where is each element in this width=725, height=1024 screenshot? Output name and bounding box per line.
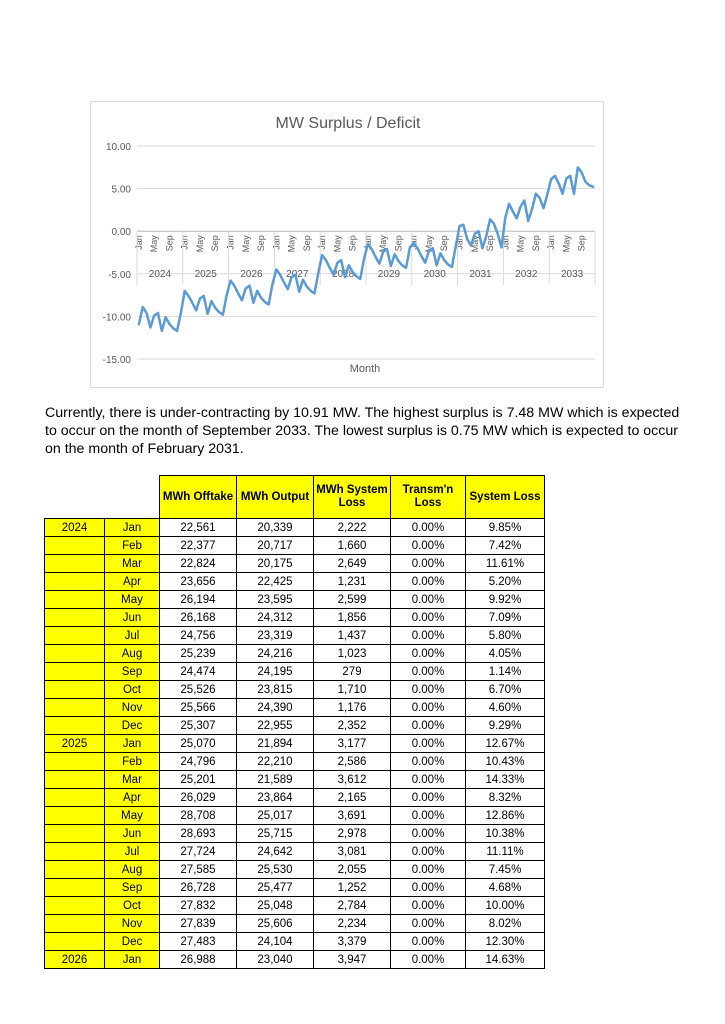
x-axis-title: Month bbox=[349, 363, 381, 375]
mwh-offtake-cell: 26,168 bbox=[160, 609, 237, 627]
x-month-tick-label: Jan bbox=[546, 235, 557, 250]
mwh-offtake-cell: 27,832 bbox=[160, 897, 237, 915]
system-loss-cell: 14.33% bbox=[466, 771, 545, 789]
mwh-offtake-cell: 25,566 bbox=[160, 699, 237, 717]
x-month-tick-label: Sep bbox=[210, 235, 221, 252]
mwh-system-loss-cell: 3,379 bbox=[314, 933, 391, 951]
mwh-output-cell: 22,425 bbox=[237, 573, 314, 591]
year-cell bbox=[45, 915, 105, 933]
transmission-loss-cell: 0.00% bbox=[391, 951, 466, 969]
x-month-tick-label: Jan bbox=[133, 235, 144, 250]
x-month-tick-label: Jan bbox=[408, 235, 419, 250]
year-cell bbox=[45, 681, 105, 699]
system-loss-cell: 14.63% bbox=[466, 951, 545, 969]
year-cell bbox=[45, 627, 105, 645]
year-cell bbox=[45, 573, 105, 591]
mwh-system-loss-cell: 1,252 bbox=[314, 879, 391, 897]
year-cell bbox=[45, 537, 105, 555]
table-row bbox=[45, 825, 545, 843]
mwh-system-loss-cell: 3,177 bbox=[314, 735, 391, 753]
x-month-tick-label: May bbox=[286, 235, 297, 253]
mwh-system-loss-cell: 1,176 bbox=[314, 699, 391, 717]
table-row bbox=[45, 843, 545, 861]
transmission-loss-cell: 0.00% bbox=[391, 933, 466, 951]
x-year-label: 2024 bbox=[148, 269, 172, 281]
x-year-label: 2033 bbox=[560, 269, 584, 281]
transmission-loss-cell: 0.00% bbox=[391, 789, 466, 807]
table-row bbox=[45, 807, 545, 825]
mwh-system-loss-cell: 2,234 bbox=[314, 915, 391, 933]
mwh-output-cell: 22,955 bbox=[237, 717, 314, 735]
month-cell: Apr bbox=[105, 573, 160, 591]
x-month-tick-label: May bbox=[515, 235, 526, 253]
x-year-label: 2025 bbox=[194, 269, 217, 281]
table-row bbox=[45, 555, 545, 573]
month-cell: Nov bbox=[105, 699, 160, 717]
month-cell: Mar bbox=[105, 771, 160, 789]
mwh-system-loss-cell: 2,165 bbox=[314, 789, 391, 807]
mwh-output-cell: 25,017 bbox=[237, 807, 314, 825]
y-tick-label: 0.00 bbox=[111, 227, 131, 239]
transmission-loss-cell: 0.00% bbox=[391, 699, 466, 717]
mwh-output-cell: 23,864 bbox=[237, 789, 314, 807]
mwh-output-cell: 23,595 bbox=[237, 591, 314, 609]
table-row bbox=[45, 879, 545, 897]
year-cell: 2026 bbox=[45, 951, 105, 969]
mwh-output-cell: 24,104 bbox=[237, 933, 314, 951]
month-cell: Oct bbox=[105, 897, 160, 915]
mwh-system-loss-cell: 2,978 bbox=[314, 825, 391, 843]
table-row bbox=[45, 681, 545, 699]
chart-title: MW Surplus / Deficit bbox=[275, 115, 421, 132]
mwh-output-cell: 24,390 bbox=[237, 699, 314, 717]
y-tick-label: 5.00 bbox=[111, 184, 131, 196]
system-loss-cell: 11.11% bbox=[466, 843, 545, 861]
mwh-system-loss-cell: 2,784 bbox=[314, 897, 391, 915]
mwh-output-cell: 23,815 bbox=[237, 681, 314, 699]
x-month-tick-label: Jan bbox=[225, 235, 236, 250]
mwh-output-cell: 24,216 bbox=[237, 645, 314, 663]
year-cell bbox=[45, 807, 105, 825]
mwh-output-cell: 20,717 bbox=[237, 537, 314, 555]
transmission-loss-cell: 0.00% bbox=[391, 861, 466, 879]
header-mwh-offtake: MWh Offtake bbox=[160, 476, 237, 519]
year-cell bbox=[45, 609, 105, 627]
mwh-offtake-cell: 27,839 bbox=[160, 915, 237, 933]
mwh-output-cell: 25,048 bbox=[237, 897, 314, 915]
mwh-output-cell: 21,894 bbox=[237, 735, 314, 753]
x-month-tick-label: Jan bbox=[362, 235, 373, 250]
system-loss-cell: 4.60% bbox=[466, 699, 545, 717]
mwh-output-cell: 25,715 bbox=[237, 825, 314, 843]
mwh-output-cell: 21,589 bbox=[237, 771, 314, 789]
year-cell bbox=[45, 645, 105, 663]
mwh-offtake-cell: 22,824 bbox=[160, 555, 237, 573]
system-loss-cell: 1.14% bbox=[466, 663, 545, 681]
chart-container bbox=[90, 101, 604, 388]
x-year-label: 2030 bbox=[423, 269, 446, 281]
transmission-loss-cell: 0.00% bbox=[391, 519, 466, 537]
x-month-tick-label: May bbox=[469, 235, 480, 253]
mwh-output-cell: 23,319 bbox=[237, 627, 314, 645]
month-cell: Feb bbox=[105, 753, 160, 771]
table-row bbox=[45, 933, 545, 951]
month-cell: May bbox=[105, 591, 160, 609]
mwh-system-loss-cell: 3,947 bbox=[314, 951, 391, 969]
table-row bbox=[45, 771, 545, 789]
month-cell: Oct bbox=[105, 681, 160, 699]
system-loss-cell: 12.86% bbox=[466, 807, 545, 825]
x-month-tick-label: May bbox=[378, 235, 389, 253]
year-cell bbox=[45, 591, 105, 609]
mwh-offtake-cell: 27,483 bbox=[160, 933, 237, 951]
table-row bbox=[45, 627, 545, 645]
header-transmission-loss: Transm'n Loss bbox=[391, 476, 466, 519]
month-cell: Dec bbox=[105, 717, 160, 735]
year-cell bbox=[45, 717, 105, 735]
y-tick-label: -15.00 bbox=[102, 355, 131, 366]
year-cell bbox=[45, 771, 105, 789]
system-loss-cell: 7.42% bbox=[466, 537, 545, 555]
system-loss-cell: 7.09% bbox=[466, 609, 545, 627]
system-loss-cell: 12.67% bbox=[466, 735, 545, 753]
x-month-tick-label: Sep bbox=[301, 235, 312, 252]
table-row bbox=[45, 951, 545, 969]
mwh-offtake-cell: 26,728 bbox=[160, 879, 237, 897]
mwh-output-cell: 25,606 bbox=[237, 915, 314, 933]
mwh-system-loss-cell: 1,856 bbox=[314, 609, 391, 627]
mwh-offtake-cell: 25,070 bbox=[160, 735, 237, 753]
mwh-offtake-cell: 26,194 bbox=[160, 591, 237, 609]
mwh-output-cell: 25,477 bbox=[237, 879, 314, 897]
mwh-system-loss-cell: 2,055 bbox=[314, 861, 391, 879]
surplus-deficit-chart bbox=[91, 102, 605, 389]
mwh-system-loss-cell: 1,231 bbox=[314, 573, 391, 591]
month-cell: Jan bbox=[105, 951, 160, 969]
transmission-loss-cell: 0.00% bbox=[391, 627, 466, 645]
year-cell: 2025 bbox=[45, 735, 105, 753]
x-month-tick-label: May bbox=[332, 235, 343, 253]
table-row bbox=[45, 717, 545, 735]
transmission-loss-cell: 0.00% bbox=[391, 879, 466, 897]
mwh-system-loss-cell: 1,437 bbox=[314, 627, 391, 645]
mwh-offtake-cell: 25,526 bbox=[160, 681, 237, 699]
mwh-offtake-cell: 23,656 bbox=[160, 573, 237, 591]
transmission-loss-cell: 0.00% bbox=[391, 843, 466, 861]
year-cell: 2024 bbox=[45, 519, 105, 537]
header-mwh-system-loss: MWh System Loss bbox=[314, 476, 391, 519]
mwh-system-loss-cell: 2,649 bbox=[314, 555, 391, 573]
table-row bbox=[45, 735, 545, 753]
month-cell: Jan bbox=[105, 735, 160, 753]
system-loss-cell: 7.45% bbox=[466, 861, 545, 879]
month-cell: Jun bbox=[105, 825, 160, 843]
transmission-loss-cell: 0.00% bbox=[391, 717, 466, 735]
transmission-loss-cell: 0.00% bbox=[391, 663, 466, 681]
header-blank-month bbox=[105, 476, 160, 519]
table-row bbox=[45, 519, 545, 537]
table-row bbox=[45, 915, 545, 933]
x-month-tick-label: May bbox=[423, 235, 434, 253]
mwh-offtake-cell: 27,724 bbox=[160, 843, 237, 861]
table-row bbox=[45, 897, 545, 915]
year-cell bbox=[45, 753, 105, 771]
x-month-tick-label: Jan bbox=[179, 235, 190, 250]
mwh-offtake-cell: 22,561 bbox=[160, 519, 237, 537]
mwh-offtake-cell: 28,693 bbox=[160, 825, 237, 843]
month-cell: Jul bbox=[105, 627, 160, 645]
mwh-offtake-cell: 27,585 bbox=[160, 861, 237, 879]
x-year-label: 2027 bbox=[286, 269, 309, 281]
transmission-loss-cell: 0.00% bbox=[391, 807, 466, 825]
x-month-tick-label: May bbox=[240, 235, 251, 253]
year-cell bbox=[45, 663, 105, 681]
transmission-loss-cell: 0.00% bbox=[391, 537, 466, 555]
year-cell bbox=[45, 843, 105, 861]
year-cell bbox=[45, 789, 105, 807]
x-month-tick-label: Sep bbox=[164, 235, 175, 252]
mwh-output-cell: 23,040 bbox=[237, 951, 314, 969]
system-loss-cell: 4.05% bbox=[466, 645, 545, 663]
mwh-offtake-cell: 26,988 bbox=[160, 951, 237, 969]
transmission-loss-cell: 0.00% bbox=[391, 609, 466, 627]
table-row bbox=[45, 573, 545, 591]
transmission-loss-cell: 0.00% bbox=[391, 897, 466, 915]
month-cell: Jun bbox=[105, 609, 160, 627]
x-month-tick-label: Jan bbox=[454, 235, 465, 250]
year-cell bbox=[45, 897, 105, 915]
mwh-system-loss-cell: 2,352 bbox=[314, 717, 391, 735]
transmission-loss-cell: 0.00% bbox=[391, 681, 466, 699]
table-row bbox=[45, 609, 545, 627]
header-blank-year bbox=[45, 476, 105, 519]
mwh-system-loss-cell: 1,660 bbox=[314, 537, 391, 555]
mwh-output-cell: 24,642 bbox=[237, 843, 314, 861]
mwh-system-loss-cell: 2,599 bbox=[314, 591, 391, 609]
system-loss-cell: 10.43% bbox=[466, 753, 545, 771]
month-cell: May bbox=[105, 807, 160, 825]
transmission-loss-cell: 0.00% bbox=[391, 735, 466, 753]
x-month-tick-label: Jan bbox=[317, 235, 328, 250]
transmission-loss-cell: 0.00% bbox=[391, 915, 466, 933]
table-row bbox=[45, 591, 545, 609]
mwh-system-loss-cell: 1,710 bbox=[314, 681, 391, 699]
x-month-tick-label: Sep bbox=[439, 235, 450, 252]
mwh-offtake-cell: 25,307 bbox=[160, 717, 237, 735]
header-mwh-output: MWh Output bbox=[237, 476, 314, 519]
table-row bbox=[45, 753, 545, 771]
mwh-system-loss-cell: 3,081 bbox=[314, 843, 391, 861]
mwh-system-loss-cell: 3,691 bbox=[314, 807, 391, 825]
transmission-loss-cell: 0.00% bbox=[391, 753, 466, 771]
transmission-loss-cell: 0.00% bbox=[391, 771, 466, 789]
mwh-output-cell: 20,339 bbox=[237, 519, 314, 537]
x-month-tick-label: Sep bbox=[256, 235, 267, 252]
x-month-tick-label: Jan bbox=[271, 235, 282, 250]
mwh-offtake-cell: 24,796 bbox=[160, 753, 237, 771]
table-row bbox=[45, 645, 545, 663]
x-month-tick-label: May bbox=[194, 235, 205, 253]
mwh-system-loss-cell: 3,612 bbox=[314, 771, 391, 789]
system-loss-cell: 8.32% bbox=[466, 789, 545, 807]
mwh-output-cell: 24,195 bbox=[237, 663, 314, 681]
system-loss-cell: 5.80% bbox=[466, 627, 545, 645]
energy-loss-table bbox=[44, 475, 545, 969]
year-cell bbox=[45, 555, 105, 573]
mwh-offtake-cell: 25,239 bbox=[160, 645, 237, 663]
table-row bbox=[45, 861, 545, 879]
x-month-tick-label: Jan bbox=[500, 235, 511, 250]
transmission-loss-cell: 0.00% bbox=[391, 591, 466, 609]
mwh-system-loss-cell: 1,023 bbox=[314, 645, 391, 663]
transmission-loss-cell: 0.00% bbox=[391, 645, 466, 663]
system-loss-cell: 9.92% bbox=[466, 591, 545, 609]
mwh-offtake-cell: 28,708 bbox=[160, 807, 237, 825]
y-tick-label: 10.00 bbox=[105, 142, 131, 153]
system-loss-cell: 10.38% bbox=[466, 825, 545, 843]
system-loss-cell: 11.61% bbox=[466, 555, 545, 573]
month-cell: Dec bbox=[105, 933, 160, 951]
x-year-label: 2029 bbox=[377, 269, 401, 281]
summary-paragraph: Currently, there is under-contracting by 10.91 MW. The highest surplus is 7.48 MW which is expected to occur on the month of September 2033. The lowest surplus is 0.75 MW which is expected to occur on the month of February 2031. bbox=[45, 405, 680, 457]
mwh-output-cell: 24,312 bbox=[237, 609, 314, 627]
mwh-offtake-cell: 25,201 bbox=[160, 771, 237, 789]
system-loss-cell: 8.02% bbox=[466, 915, 545, 933]
month-cell: Jan bbox=[105, 519, 160, 537]
mwh-output-cell: 25,530 bbox=[237, 861, 314, 879]
system-loss-cell: 5.20% bbox=[466, 573, 545, 591]
month-cell: Mar bbox=[105, 555, 160, 573]
mwh-system-loss-cell: 2,222 bbox=[314, 519, 391, 537]
mwh-system-loss-cell: 2,586 bbox=[314, 753, 391, 771]
x-year-label: 2032 bbox=[515, 269, 538, 281]
x-year-label: 2028 bbox=[331, 269, 355, 281]
month-cell: Apr bbox=[105, 789, 160, 807]
system-loss-cell: 4.68% bbox=[466, 879, 545, 897]
year-cell bbox=[45, 879, 105, 897]
x-month-tick-label: Sep bbox=[393, 235, 404, 252]
table-row bbox=[45, 699, 545, 717]
y-tick-label: -5.00 bbox=[108, 269, 131, 281]
mwh-offtake-cell: 26,029 bbox=[160, 789, 237, 807]
x-month-tick-label: May bbox=[561, 235, 572, 253]
system-loss-cell: 6.70% bbox=[466, 681, 545, 699]
x-month-tick-label: May bbox=[149, 235, 160, 253]
system-loss-cell: 12.30% bbox=[466, 933, 545, 951]
mwh-offtake-cell: 24,474 bbox=[160, 663, 237, 681]
month-cell: Feb bbox=[105, 537, 160, 555]
mwh-output-cell: 22,210 bbox=[237, 753, 314, 771]
table-row bbox=[45, 789, 545, 807]
month-cell: Sep bbox=[105, 663, 160, 681]
month-cell: Nov bbox=[105, 915, 160, 933]
energy-table-wrapper bbox=[44, 475, 545, 969]
mwh-offtake-cell: 24,756 bbox=[160, 627, 237, 645]
month-cell: Jul bbox=[105, 843, 160, 861]
transmission-loss-cell: 0.00% bbox=[391, 825, 466, 843]
system-loss-cell: 10.00% bbox=[466, 897, 545, 915]
table-header-row bbox=[45, 476, 545, 519]
year-cell bbox=[45, 825, 105, 843]
month-cell: Sep bbox=[105, 879, 160, 897]
year-cell bbox=[45, 861, 105, 879]
mwh-output-cell: 20,175 bbox=[237, 555, 314, 573]
mwh-system-loss-cell: 279 bbox=[314, 663, 391, 681]
table-row bbox=[45, 537, 545, 555]
mwh-offtake-cell: 22,377 bbox=[160, 537, 237, 555]
transmission-loss-cell: 0.00% bbox=[391, 555, 466, 573]
year-cell bbox=[45, 933, 105, 951]
table-row bbox=[45, 663, 545, 681]
system-loss-cell: 9.85% bbox=[466, 519, 545, 537]
x-month-tick-label: Sep bbox=[530, 235, 541, 252]
x-month-tick-label: Sep bbox=[347, 235, 358, 252]
year-cell bbox=[45, 699, 105, 717]
x-month-tick-label: Sep bbox=[485, 235, 496, 252]
x-year-label: 2026 bbox=[240, 269, 263, 281]
x-month-tick-label: Sep bbox=[576, 235, 587, 252]
y-tick-label: -10.00 bbox=[102, 312, 131, 324]
x-year-label: 2031 bbox=[469, 269, 492, 281]
header-system-loss: System Loss bbox=[466, 476, 545, 519]
month-cell: Aug bbox=[105, 861, 160, 879]
transmission-loss-cell: 0.00% bbox=[391, 573, 466, 591]
system-loss-cell: 9.29% bbox=[466, 717, 545, 735]
month-cell: Aug bbox=[105, 645, 160, 663]
